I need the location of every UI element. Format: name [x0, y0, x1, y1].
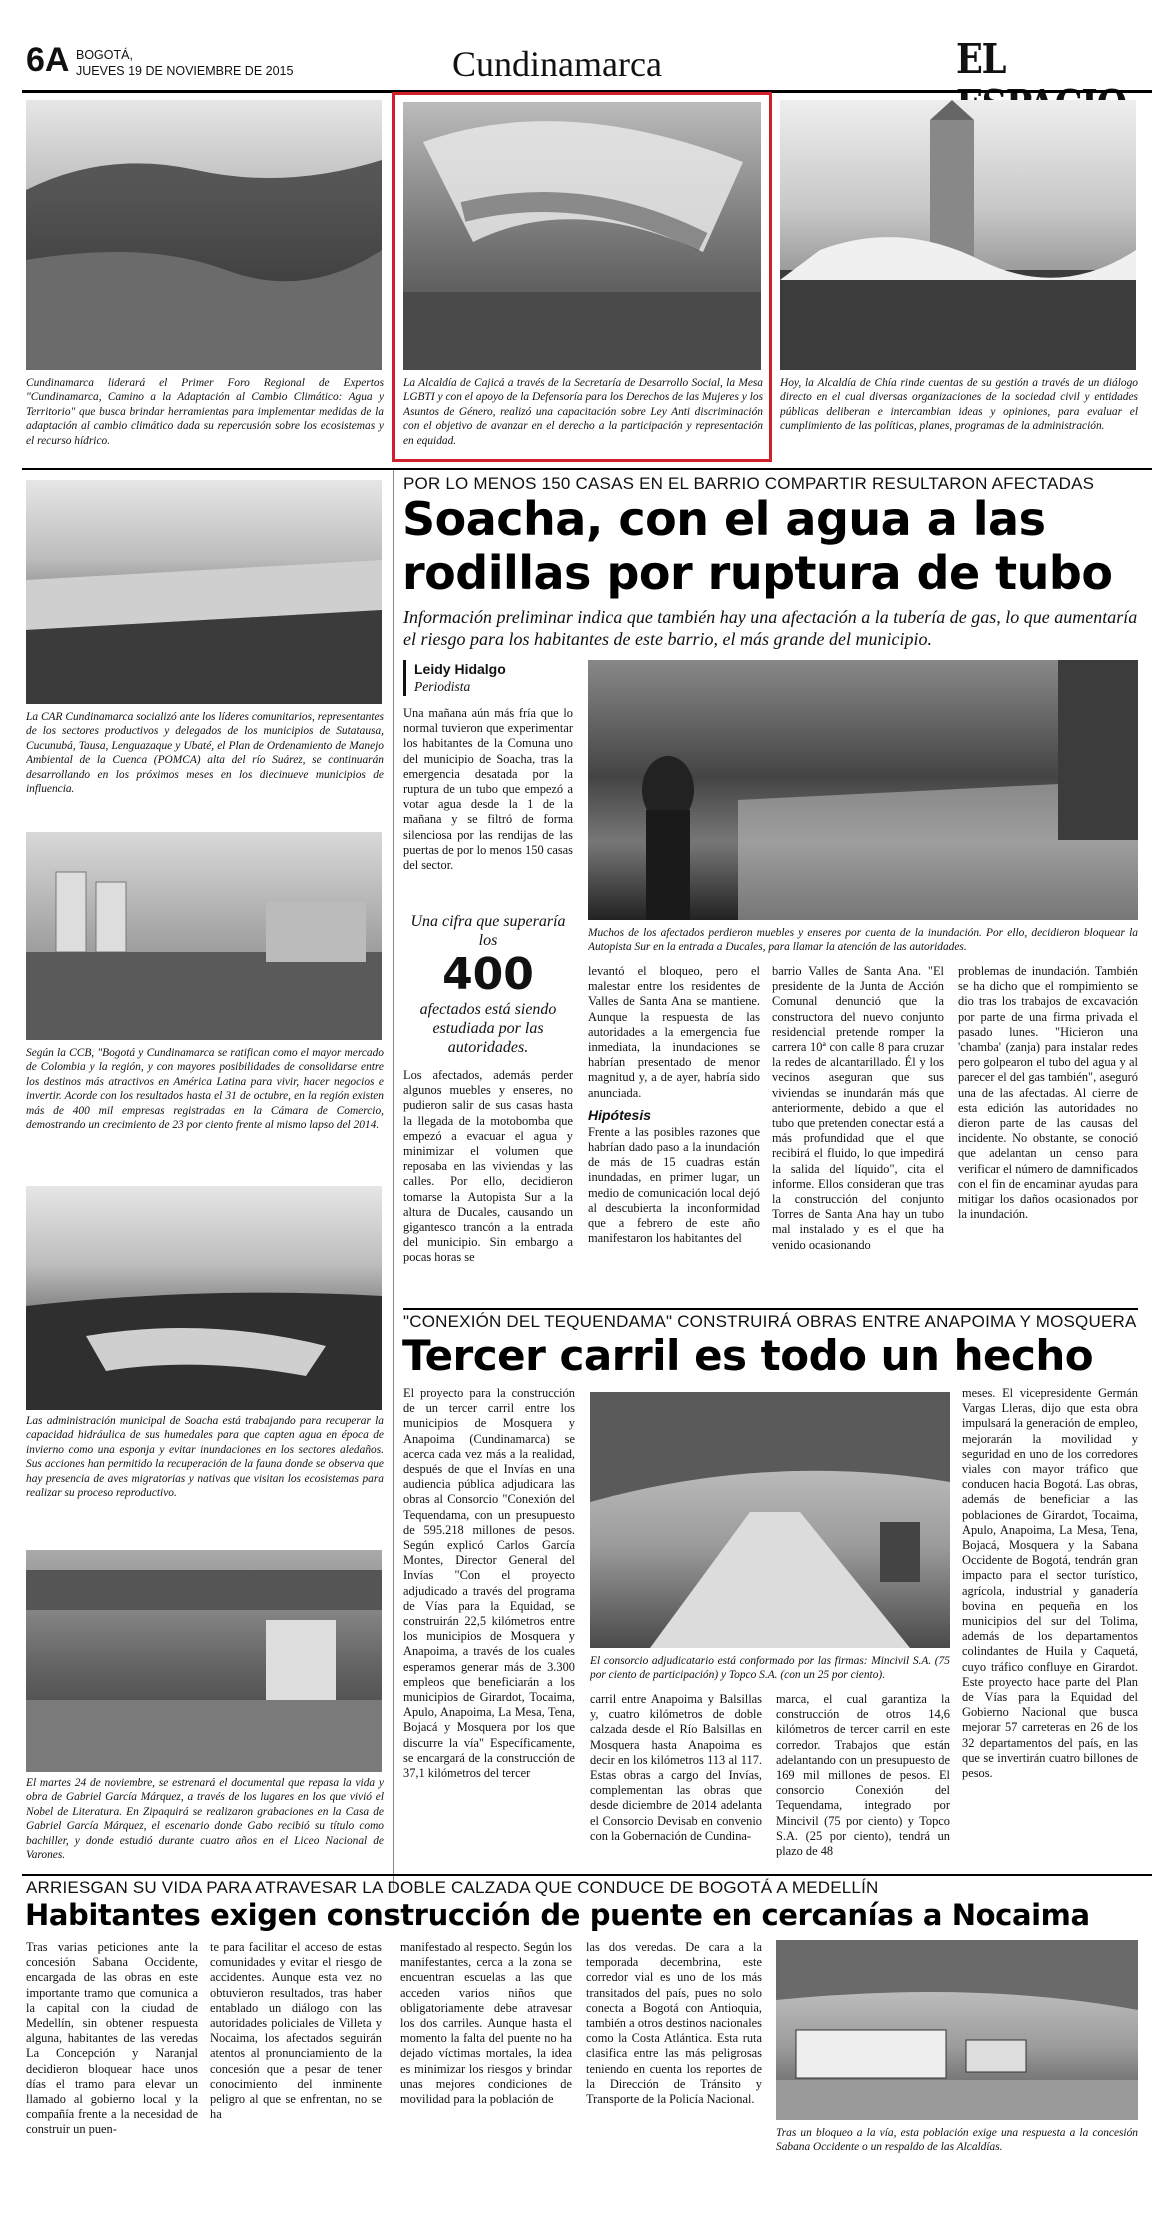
pullquote-text-top: Una cifra que superaría los [410, 913, 566, 949]
masthead-city: BOGOTÁ, [76, 48, 133, 62]
photo-chia-church [780, 100, 1136, 370]
photo-house-gabo [26, 1550, 382, 1772]
photo-forest [26, 100, 382, 370]
soacha-photo-caption: Muchos de los afectados perdieron muebles y enseres por cuenta de la inundación. Por ello, decidieron bloquear la Autopista Sur en la entrada a Ducales, para llamar la atención de las autoridades. [588, 927, 1138, 954]
nocaima-column-4: las dos veredas. De cara a la temporada decembrina, este corredor vial es uno de los más transitados del país, pues no solo conecta a Bogotá con Antioquia, también a otros destinos nacionales como la Costa Atlántica. Esta ruta clasifica entre las más peligrosas teniendo en cuenta los reportes de la Dirección de Tránsito y Transporte de la Policía Nacional. [586, 1940, 762, 2107]
byline [403, 660, 573, 696]
carril-column-3: marca, el cual garantiza la construcción de otros 14,6 kilómetros de tercer carril en este corredor. Trabajos que están adelantando con un presupuesto de 169 mil millones de pesos. El consorcio Conexión del Tequendama, integrado por Mincivil (75 por ciento) y Topco S.A. (25 por ciento), tendrá un plazo de 48 [776, 1692, 950, 1859]
pullquote-number: 400 [442, 949, 534, 1000]
photo-river-car [26, 480, 382, 704]
carril-kicker: "CONEXIÓN DEL TEQUENDAMA" CONSTRUIRÁ OBRAS ENTRE ANAPOIMA Y MOSQUERA [403, 1312, 1137, 1331]
soacha-headline-2: rodillas por ruptura de tubo [402, 546, 1113, 600]
photo-flood [588, 660, 1138, 920]
hypothesis-subhead: Hipótesis [588, 1106, 652, 1123]
top-caption-1: Cundinamarca liderará el Primer Foro Regional de Expertos "Cundinamarca, Camino a la Adaptación al Cambio Climático: Agua y Territorio" que busca brindar herramientas para implementar medidas de la adaptación al cambio climático dada su repercusión sobre los ecosistemas y el recurso hídrico. [26, 377, 384, 447]
nocaima-kicker: ARRIESGAN SU VIDA PARA ATRAVESAR LA DOBLE CALZADA QUE CONDUCE DE BOGOTÁ A MEDELLÍN [26, 1878, 879, 1897]
carril-column-1: El proyecto para la construcción de un tercer carril entre los municipios de Mosquera y Anapoima (Cundinamarca) se acerca cada vez más a la realidad, después de que el Invías en una audiencia pública adjudicara las obras al Consorcio "Conexión del Tequendama, con un presupuesto de 595.218 millones de pesos. Según explicó Carlos García Montes, Director General del Invías "Con el proyecto adjudicado a través del programa de Vías para la Equidad, se construirán 22,5 kilómetros entre los municipios de Mosquera y Anapoima, a través de los cuales esperamos generar más de 3.300 empleos que beneficiarán a los municipios de Girardot, Tocaima, Apulo, Anapoima, La Mesa, Tena, Bojacá y Mosquera por los que discurre la vía" Específicamente, se encargará de la construcción de 37,1 kilómetros del tercer [403, 1386, 575, 1781]
soacha-column-2b: Frente a las posibles razones que habrían dado paso a la inundación de más de 15 cuadras están inundadas, en primer lugar, un medio de comunicación local dejó al descubierta la inconformidad que a febrero de este año manifestaron los habitantes del [588, 1124, 760, 1246]
soacha-column-3: barrio Valles de Santa Ana. "El presidente de la Junta de Acción Comunal denunció que la constructora del nuevo conjunto residencial pretende romper la carrera 10ª con calle 8 para cruzar la redes de alcantarillado. Él y los vecinos aseguran que sus viviendas se inundarán más que anteriormente, debido a que el tubo que pretenden conectar está a más profundidad que el que recibirá el fluido, lo que impedirá la salida del líquido", cita el informe. Ellos consideran que tras la construcción del conjunto Torres de Santa Ana hay un tubo mal instalado y es el que ha venido ocasionando [772, 964, 944, 1252]
brand-logo: EL [956, 35, 1006, 83]
photo-highway-bus [776, 1940, 1138, 2120]
mid-rule [403, 1308, 1138, 1310]
section-title: Cundinamarca [452, 44, 662, 84]
side-caption-soacha: Las administración municipal de Soacha está trabajando para recuperar la capacidad hidráulica de sus humedales para que capten agua en época de invierno como una esponja y evitar inundaciones en los sectores aledaños. Sus acciones han permitido la recuperación de la fauna donde se observa que hay presencia de aves migratorias y nativas que visitan los ecosistemas para realizar su proceso reproductivo. [26, 1415, 384, 1500]
top-caption-3: Hoy, la Alcaldía de Chía rinde cuentas de su gestión a través de un diálogo directo en el cual diversas organizaciones de la sociedad civil y entidades públicas deliberan e intercambian ideas y opiniones, para evaluar el cumplimiento de las políticas, planes, programas de la administración. [780, 377, 1138, 433]
photo-industry-ccb [26, 832, 382, 1040]
nocaima-column-1: Tras varias peticiones ante la concesión Sabana Occidente, encargada de las obras en este importante tramo que comunica a la capital con la ciudad de Medellín, sin obtener respuesta alguna, habitantes de las veredas La Concepción y Naranjal decidieron bloquear hace unos días el tramo para elevar un llamado al gobierno local y la compañía frente a la necesidad de construir un puen- [26, 1940, 198, 2137]
nocaima-headline: Habitantes exigen construcción de puente en cercanías a Nocaima [25, 1898, 1090, 1932]
photo-cajica-flag [403, 102, 761, 370]
masthead [0, 0, 1175, 92]
sidebar-divider [393, 470, 394, 1890]
photo-wetland-soacha [26, 1186, 382, 1410]
nocaima-column-3: manifestado al respecto. Según los manifestantes, cerca a la zona se encuentran escuelas a las que acceden varios niños que obligatoriamente debe atravesar los dos carriles. Aunque hasta el momento la falta del puente no ha dejado víctimas mortales, la idea es minimizar los riesgos y brindar unas mejores condiciones de movilidad para la población de [400, 1940, 572, 2107]
soacha-column-1: Los afectados, además perder algunos muebles y enseres, no pudieron salir de sus casas hasta la llegada de la motobomba que empezó a evacuar el agua y minimizar el volumen que reposaba en las viviendas y las calles. Por ello, decidieron tomarse la Autopista Sur a la altura de Ducales, causando un gigantesco trancón a la entrada del municipio. Sin embargo a pocas horas se [403, 1068, 573, 1265]
soacha-headline-1: Soacha, con el agua a las [402, 492, 1046, 546]
soacha-kicker: POR LO MENOS 150 CASAS EN EL BARRIO COMPARTIR RESULTARON AFECTADAS [403, 474, 1095, 493]
author-name: Leidy Hidalgo [414, 661, 506, 677]
masthead-date: JUEVES 19 DE NOVIEMBRE DE 2015 [76, 64, 294, 78]
soacha-pullquote [403, 912, 573, 1057]
soacha-lead: Una mañana aún más fría que lo normal tuvieron que experimentar los habitantes de la Comuna uno del municipio de Soacha, tras la emergencia desatada por la ruptura de un tubo que empezó a votar agua desde la 1 de la mañana y se filtró de forma silenciosa por las rendijas de las puertas de por lo menos 150 casas del sector. [403, 706, 573, 873]
top-row-rule [22, 468, 1152, 470]
photo-road-works [590, 1392, 950, 1648]
pullquote-text-bottom: afectados está siendo estudiada por las autoridades. [419, 1001, 557, 1056]
author-role: Periodista [414, 679, 471, 694]
carril-photo-caption: El consorcio adjudicatario está conformado por las firmas: Mincivil S.A. (75 por ciento de participación) y Topco S.A. (con un 25 por ciento). [590, 1655, 950, 1682]
soacha-column-4: problemas de inundación. También se ha dicho que el rompimiento se dio tras los trabajos de excavación por parte de una firma privada el pasado lunes. "Hicieron una 'chamba' (zanja) para instalar redes pero golpearon el tubo del agua y al parecer el del gas también", aseguró una de las afectadas. Al cierre de esta edición las autoridades no dieron parte de las causas del incidente. No obstante, se conoció que adelantan un censo para verificar el número de damnificados con el fin de encaminar ayudas para mitigar los daños ocasionados por la inundación. [958, 964, 1138, 1222]
nocaima-column-2: te para facilitar el acceso de estas comunidades y evitar el riesgo de accidentes. Aunque esta vez no obtuvieron resultados, tras haber entablado un diálogo con las autoridades policiales de Villeta y Nocaima, los afectados seguirán atentos al pronunciamiento de la concesión que a pesar de tener conocimiento del inminente peligro al que se enfrentan, no se ha [210, 1940, 382, 2122]
side-caption-car: La CAR Cundinamarca socializó ante los líderes comunitarios, representantes de los sectores productivos y delegados de los municipios de Sutatausa, Cucunubá, Tausa, Lenguazaque y Ubaté, el Plan de Ordenamiento de Manejo Ambiental de la Cuenca (POMCA) alta del río Suárez, se continuarán desarrollando en los próximos meses en los diecinueve municipios de influencia. [26, 711, 384, 796]
bottom-rule [22, 1874, 1152, 1876]
carril-column-4: meses. El vicepresidente Germán Vargas Lleras, dijo que esta obra impulsará la generación de empleo, mejorarán la movilidad y seguridad en uno de los corredores viales con mayor tráfico que conducen hacia Bogotá. Las obras, además de beneficiar a las poblaciones de Girardot, Tocaima, Apulo, Anapoima, La Mesa, Tena, Bojacá, Mosquera y la Sabana Occidente de Bogotá, tendrán gran impacto para el sector turístico, agrícola, industrial y ganadería bovina en pequeña en los municipios del sur del Tolima, además de los departamentos colindantes de Huila y Caquetá, cuyo tráfico confluye en Girardot. Este proyecto hace parte del Plan de Vías para la Equidad del Gobierno Nacional que busca mejorar 57 carreteras en 26 de los 32 departamentos del país, en las que se invertirán cuatro billones de pesos. [962, 1386, 1138, 1781]
soacha-column-2a: levantó el bloqueo, pero el malestar entre los residentes de Valles de Santa Ana se mantiene. Aunque la respuesta de las autoridades a la emergencia fue inmediata, la inundaciones se habrían presentado de menor magnitud y, a de ayer, habría sido anunciada. [588, 964, 760, 1100]
carril-column-2: carril entre Anapoima y Balsillas y, cuatro kilómetros de doble calzada desde el Río Balsillas en Mosquera hasta Anapoima es decir en los kilómetros 113 al 117. Estas obras a cargo del Invías, complementan las obras que desde diciembre de 2014 adelanta el Consorcio Devisab en convenio con la Gobernación de Cundina- [590, 1692, 762, 1843]
page-number: 6A [26, 41, 70, 79]
nocaima-photo-caption: Tras un bloqueo a la vía, esta población exige una respuesta a la concesión Sabana Occidente o un respaldo de las Alcaldías. [776, 2127, 1138, 2154]
side-caption-ccb: Según la CCB, "Bogotá y Cundinamarca se ratifican como el mayor mercado de Colombia y la región, y con mayores posibilidades de consolidarse entre los destinos más atractivos en América Latina para vivir, hacer negocios e invertir. Acorde con los resultados hasta el 31 de octubre, en la región existen más de 400 mil empresas registradas en la Cámara de Comercio, demostrando un crecimiento de 23 por ciento frente al mismo lapso del 2014. [26, 1047, 384, 1132]
soacha-column-2 [588, 964, 760, 1306]
soacha-subhead: Información preliminar indica que también hay una afectación a la tubería de gas, lo que aumentaría el riesgo para los habitantes de este barrio, el más grande del municipio. [403, 607, 1138, 649]
side-caption-gabo: El martes 24 de noviembre, se estrenará el documental que repasa la vida y obra de Gabriel García Márquez, a través de los lugares en los que vivió el Nobel de Literatura. En Zipaquirá se realizaron grabaciones en la Casa de Gabriel García Márquez, el escenario donde Gabo recibió su título como bachiller, y donde estudió durante cuatro años en el Liceo Nacional de Varones. [26, 1777, 384, 1862]
carril-headline: Tercer carril es todo un hecho [402, 1331, 1094, 1380]
top-caption-2: La Alcaldía de Cajicá a través de la Secretaría de Desarrollo Social, la Mesa LGBTI y con el apoyo de la Defensoría para los Derechos de las Mujeres y los Asuntos de Género, realizó una capacitación sobre Ley Anti discriminación con el objetivo de avanzar en el derecho a la participación y representación en equidad. [403, 377, 763, 447]
